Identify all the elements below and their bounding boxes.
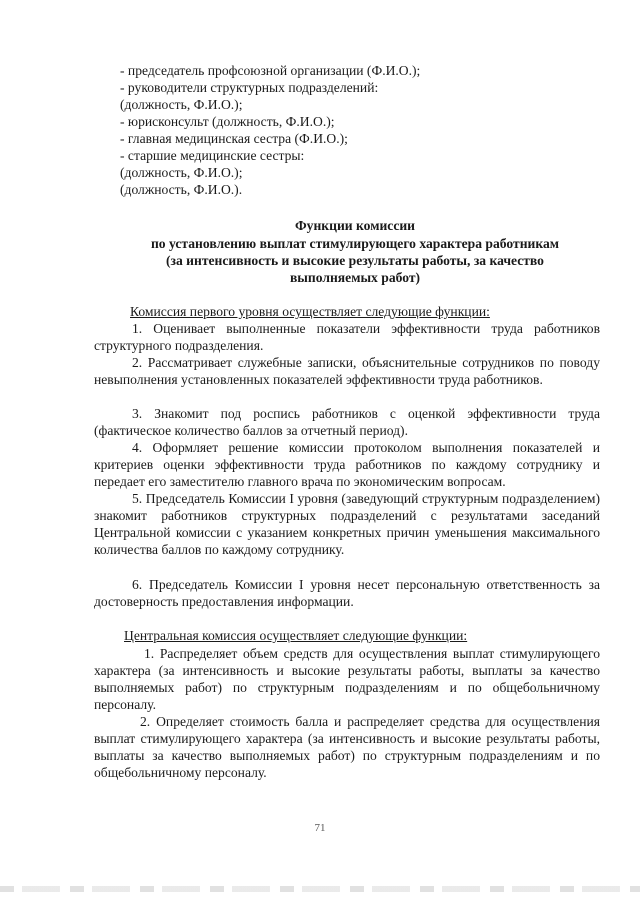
section-heading: выполняемых работ) [289, 270, 421, 285]
first-level-title: Комиссия первого уровня осуществляет следующие функции: [130, 304, 490, 319]
function-item: 6. Председатель Комиссии I уровня несет персональную ответственность за достоверность предоставления информации. [94, 577, 600, 609]
member-line: (должность, Ф.И.О.); [120, 165, 243, 180]
member-line: - председатель профсоюзной организации (Ф.И.О.); [120, 63, 421, 78]
function-item: 1. Распределяет объем средств для осуществления выплат стимулирующего характера (за интенсивность и высокие результаты работы, выплаты за качество выполняемых работ) по структурным подразделениям и по общебольничному персоналу. [94, 646, 600, 712]
section-heading: Функции комиссии [294, 218, 416, 233]
member-line: (должность, Ф.И.О.). [120, 182, 243, 197]
central-commission-title: Центральная комиссия осуществляет следующие функции: [124, 628, 468, 643]
member-line: - юрисконсульт (должность, Ф.И.О.); [120, 114, 335, 129]
function-item: 1. Оценивает выполненные показатели эффективности труда работников структурного подразделения. [94, 321, 600, 353]
function-item: 4. Оформляет решение комиссии протоколом выполнения показателей и критериев оценки эффективности труда работников по каждому сотруднику и передает его заместителю главного врача по экономическим вопросам. [94, 440, 600, 489]
scan-artifact-line [0, 886, 640, 892]
member-line: - главная медицинская сестра (Ф.И.О.); [120, 131, 348, 146]
function-item: 3. Знакомит под роспись работников с оценкой эффективности труда (фактическое количество баллов за отчетный период). [94, 406, 600, 438]
section-heading: (за интенсивность и высокие результаты работы, за качество [166, 253, 544, 268]
member-line: (должность, Ф.И.О.); [120, 97, 243, 112]
member-line: - руководители структурных подразделений: [120, 80, 379, 95]
function-item: 2. Определяет стоимость балла и распределяет средства для осуществления выплат стимулирующего характера (за интенсивность и высокие результаты работы, выплаты за качество выполняемых работ) по структурным подразделениям и по общебольничному персоналу. [94, 714, 600, 780]
function-item: 2. Рассматривает служебные записки, объяснительные сотрудников по поводу невыполнения установленных показателей эффективности труда работников. [94, 355, 600, 387]
page-number: 71 [314, 822, 326, 834]
function-item: 5. Председатель Комиссии I уровня (заведующий структурным подразделением) знакомит работников структурных подразделений с результатами заседаний Центральной комиссии с указанием конкретных причин уменьшения максимального количества баллов по каждому сотруднику. [94, 491, 600, 557]
section-heading: по установлению выплат стимулирующего характера работникам [150, 236, 560, 251]
member-line: - старшие медицинские сестры: [120, 148, 305, 163]
